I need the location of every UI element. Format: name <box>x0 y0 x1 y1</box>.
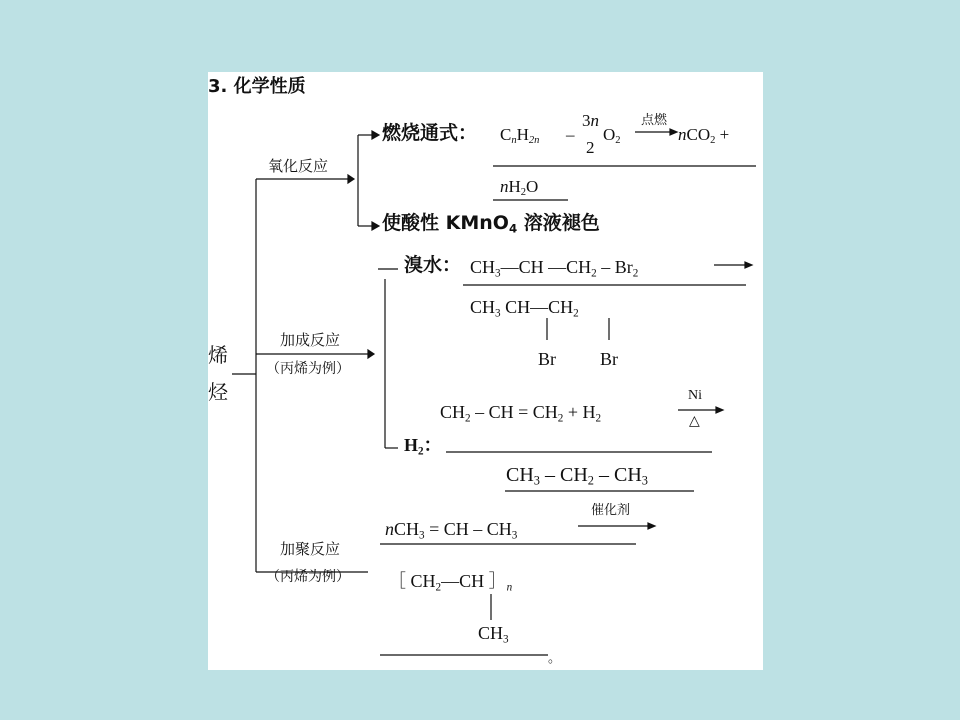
nickel-catalyst: Ni <box>688 388 702 403</box>
bromine-atom-2: Br <box>600 349 618 369</box>
content-card <box>208 72 763 670</box>
methyl-group: $CH_3$ <box>478 623 509 646</box>
bromine-water-label: 溴水： <box>404 254 462 276</box>
oxygen: $O_2$ <box>603 125 621 147</box>
combustion-water: $nH_2O$ <box>500 177 539 199</box>
oxidation-label: 氧化反应 <box>268 157 329 175</box>
hydrogen-label: $H_2$： <box>404 435 442 458</box>
bromine-atom-1: Br <box>538 349 556 369</box>
end-period: 。 <box>548 651 562 666</box>
bromine-product: $CH_3$ $CH—CH_2$ <box>470 297 579 320</box>
polymerization-note: （丙烯为例） <box>266 569 350 585</box>
combustion-condition: 点燃 <box>641 113 668 128</box>
fraction-denominator: 2 <box>586 138 595 157</box>
polymer-reactant: nCH$_3$ = CH – $CH_3$ <box>385 519 518 542</box>
polymer-product: ［ $CH_2—CH$ $]_n$ <box>388 571 513 594</box>
kmno4-decolorize: 使酸性 KMnO$_4$ 溶液褪色 <box>382 212 600 236</box>
addition-label: 加成反应 <box>280 331 341 349</box>
combustion-label: 燃烧通式： <box>382 122 478 144</box>
heat-symbol: △ <box>689 414 700 429</box>
section-heading: 3. 化学性质 <box>208 76 306 97</box>
combustion-product: nCO$_2$ + <box>678 125 730 147</box>
combustion-minus: – <box>566 125 575 144</box>
addition-note: （丙烯为例） <box>266 361 350 377</box>
combustion-reactant: $C_nH_{2n}$ <box>500 125 540 147</box>
root-label-alkene-1: 烯 <box>208 343 228 367</box>
root-label-alkene-2: 烃 <box>208 380 228 404</box>
bromine-reactant: $CH_3—CH$ $—CH_2 - Br_2$ <box>470 257 639 280</box>
hydrogen-product: $CH_3 - CH_2 - CH_3$ <box>506 464 648 488</box>
polymerization-label: 加聚反应 <box>280 540 341 558</box>
fraction-numerator: 3n <box>582 111 599 130</box>
polymer-catalyst: 催化剂 <box>591 503 631 518</box>
hydrogen-reactant: $CH_2$ – CH = $CH_2 + H_2$ <box>440 402 602 425</box>
